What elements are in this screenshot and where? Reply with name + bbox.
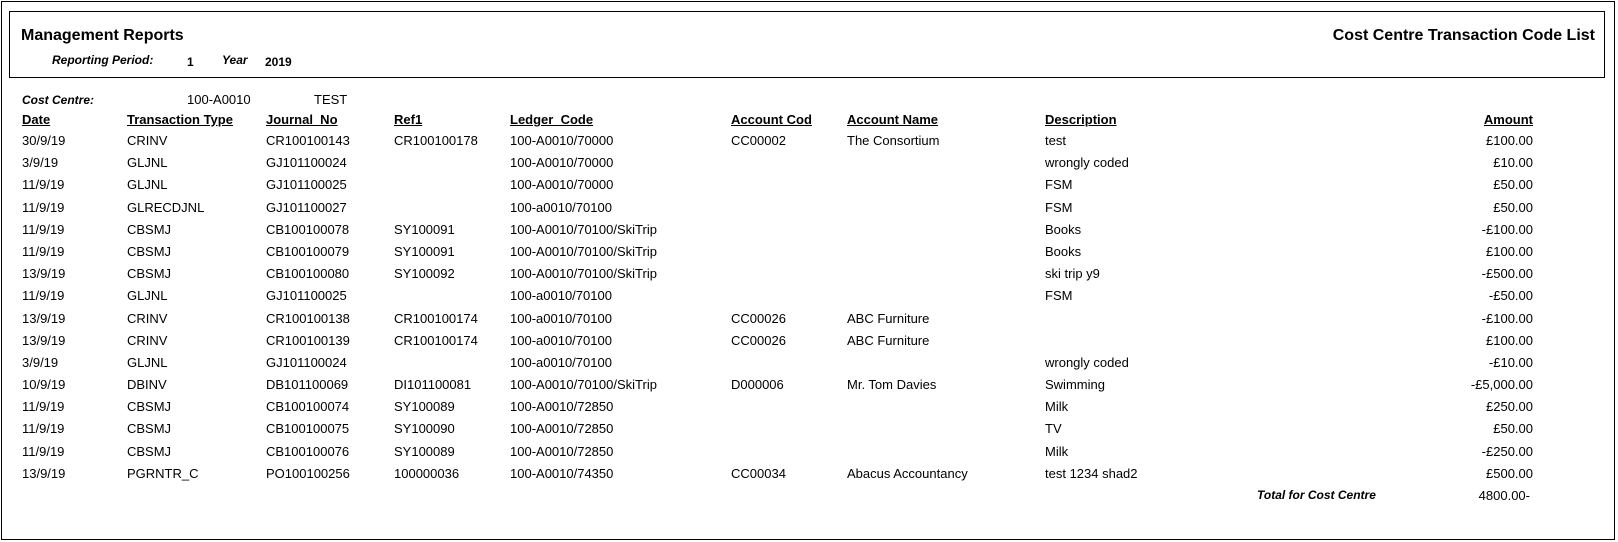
cell-date: 11/9/19 — [22, 177, 65, 193]
cell-ref1: CR100100178 — [394, 133, 478, 148]
column-header-amount: Amount — [1483, 112, 1533, 127]
table-row — [0, 419, 1618, 441]
cell-date: 11/9/19 — [22, 221, 65, 237]
cell-amount: -£5,000.00 — [1470, 377, 1533, 393]
reporting-period-value: 1 — [187, 55, 194, 69]
table-row — [0, 220, 1618, 242]
cell-description: wrongly coded — [1045, 354, 1129, 370]
cell-date: 10/9/19 — [22, 377, 66, 393]
cell-account-code: CC00034 — [731, 465, 786, 481]
cell-journal-no: GJ101100025 — [266, 177, 347, 193]
cell-transaction-type: GLRECDJNL — [127, 199, 205, 215]
cell-ledger-code: 100-A0010/70100/SkiTrip — [510, 243, 657, 259]
cell-ledger-code: 100-a0010/70100 — [510, 288, 612, 304]
cell-date: 11/9/19 — [22, 243, 65, 259]
cell-amount: £100.00 — [1486, 332, 1533, 348]
cell-description: FSM — [1045, 288, 1073, 304]
cell-journal-no: CB100100074 — [266, 399, 350, 415]
cell-journal-no: CB100100079 — [266, 243, 350, 259]
cell-ledger-code: 100-A0010/74350 — [510, 465, 614, 481]
table-row — [0, 131, 1618, 153]
cost-centre-code: 100-A0010 — [187, 92, 251, 107]
total-label: Total for Cost Centre — [1257, 488, 1376, 502]
cell-amount: -£50.00 — [1488, 288, 1533, 304]
cell-amount: -£100.00 — [1481, 310, 1533, 326]
table-row — [0, 264, 1618, 286]
cell-amount: £50.00 — [1493, 177, 1533, 193]
year-value: 2019 — [265, 55, 292, 69]
cell-ledger-code: 100-A0010/70000 — [510, 133, 614, 148]
cell-transaction-type: CRINV — [127, 133, 168, 148]
cell-date: 30/9/19 — [22, 133, 66, 148]
cell-transaction-type: CRINV — [127, 332, 168, 348]
table-row — [0, 353, 1618, 375]
cell-ledger-code: 100-A0010/70100/SkiTrip — [510, 221, 657, 237]
cell-account-code: CC00002 — [731, 133, 786, 148]
cell-ref1: SY100089 — [394, 443, 455, 459]
cell-ref1: SY100091 — [394, 243, 455, 259]
cell-ledger-code: 100-A0010/70100/SkiTrip — [510, 266, 657, 282]
cell-amount: £500.00 — [1486, 465, 1533, 481]
cell-date: 13/9/19 — [22, 332, 66, 348]
total-value: 4800.00- — [1478, 488, 1530, 503]
cell-account-code: CC00026 — [731, 310, 786, 326]
cell-description: test — [1045, 133, 1066, 148]
cell-journal-no: GJ101100024 — [266, 155, 347, 171]
cell-date: 11/9/19 — [22, 443, 65, 459]
cell-ref1: SY100089 — [394, 399, 455, 415]
cell-amount: £250.00 — [1486, 399, 1533, 415]
cell-date: 13/9/19 — [22, 465, 66, 481]
cell-description: ski trip y9 — [1045, 266, 1100, 282]
cell-ref1: CR100100174 — [394, 332, 478, 348]
cell-ref1: SY100091 — [394, 221, 455, 237]
cell-amount: -£100.00 — [1481, 221, 1533, 237]
reporting-period-label: Reporting Period: — [52, 53, 154, 67]
cell-date: 3/9/19 — [22, 155, 59, 171]
cell-amount: -£250.00 — [1481, 443, 1533, 459]
report-title: Management Reports — [21, 27, 184, 44]
cost-centre-label: Cost Centre: — [22, 93, 95, 107]
cell-transaction-type: DBINV — [127, 377, 167, 393]
cell-account-name: The Consortium — [847, 133, 940, 148]
column-header-date: Date — [22, 112, 51, 127]
cell-journal-no: CR100100139 — [266, 332, 350, 348]
table-row — [0, 397, 1618, 419]
report-header — [9, 11, 1605, 78]
table-row — [0, 375, 1618, 397]
cell-transaction-type: CBSMJ — [127, 221, 172, 237]
cell-amount: £50.00 — [1493, 199, 1533, 215]
cell-transaction-type: CRINV — [127, 310, 168, 326]
cell-date: 11/9/19 — [22, 421, 65, 437]
cell-ledger-code: 100-A0010/72850 — [510, 443, 614, 459]
cell-ref1: CR100100174 — [394, 310, 478, 326]
cell-ledger-code: 100-A0010/72850 — [510, 421, 614, 437]
column-header-account-code: Account Cod — [731, 112, 812, 127]
cell-journal-no: CB100100076 — [266, 443, 350, 459]
cell-description: FSM — [1045, 177, 1073, 193]
cell-transaction-type: CBSMJ — [127, 443, 172, 459]
cell-amount: -£10.00 — [1488, 354, 1533, 370]
cell-transaction-type: GLJNL — [127, 354, 168, 370]
cell-transaction-type: GLJNL — [127, 288, 168, 304]
cell-amount: £50.00 — [1493, 421, 1533, 437]
cell-journal-no: GJ101100025 — [266, 288, 347, 304]
cell-description: Milk — [1045, 399, 1069, 415]
column-header-journal-no: Journal_No — [266, 112, 338, 127]
cell-transaction-type: PGRNTR_C — [127, 465, 199, 481]
cell-journal-no: CR100100138 — [266, 310, 350, 326]
cell-account-name: ABC Furniture — [847, 332, 930, 348]
year-label: Year — [222, 53, 248, 67]
cell-description: Books — [1045, 243, 1082, 259]
cell-ledger-code: 100-a0010/70100 — [510, 332, 612, 348]
cell-account-code: CC00026 — [731, 332, 786, 348]
cell-amount: £100.00 — [1486, 243, 1533, 259]
cell-account-name: Mr. Tom Davies — [847, 377, 937, 393]
cell-amount: -£500.00 — [1481, 266, 1533, 282]
cell-journal-no: DB101100069 — [266, 377, 349, 393]
cell-date: 13/9/19 — [22, 266, 66, 282]
cell-ledger-code: 100-a0010/70100 — [510, 354, 612, 370]
cell-ref1: SY100090 — [394, 421, 455, 437]
report-subtitle: Cost Centre Transaction Code List — [1332, 27, 1595, 44]
column-header-description: Description — [1045, 112, 1117, 127]
cell-transaction-type: CBSMJ — [127, 399, 172, 415]
cell-date: 11/9/19 — [22, 288, 65, 304]
cell-amount: £10.00 — [1493, 155, 1533, 171]
cell-transaction-type: GLJNL — [127, 155, 168, 171]
cell-ref1: DI101100081 — [394, 377, 472, 393]
cell-ledger-code: 100-A0010/70000 — [510, 177, 614, 193]
cell-ledger-code: 100-a0010/70100 — [510, 199, 612, 215]
cell-ref1: 100000036 — [394, 465, 460, 481]
column-header-account-name: Account Name — [847, 112, 939, 127]
cell-transaction-type: CBSMJ — [127, 243, 172, 259]
cell-description: Milk — [1045, 443, 1069, 459]
cell-date: 11/9/19 — [22, 399, 65, 415]
cell-ledger-code: 100-a0010/70100 — [510, 310, 612, 326]
cell-journal-no: CB100100075 — [266, 421, 350, 437]
cell-journal-no: GJ101100024 — [266, 354, 347, 370]
cell-account-code: D000006 — [731, 377, 784, 393]
table-row — [0, 331, 1618, 353]
column-header-ledger-code: Ledger_Code — [510, 112, 594, 127]
table-row — [0, 442, 1618, 464]
cell-description: FSM — [1045, 199, 1073, 215]
cell-description: TV — [1045, 421, 1062, 437]
cell-account-name: ABC Furniture — [847, 310, 930, 326]
table-row — [0, 242, 1618, 264]
cell-journal-no: GJ101100027 — [266, 199, 347, 215]
cell-journal-no: CB100100078 — [266, 221, 350, 237]
cell-transaction-type: CBSMJ — [127, 266, 172, 282]
cell-date: 3/9/19 — [22, 354, 59, 370]
cell-description: Swimming — [1045, 377, 1105, 393]
cell-ledger-code: 100-A0010/70100/SkiTrip — [510, 377, 657, 393]
cell-journal-no: CR100100143 — [266, 133, 350, 148]
table-row — [0, 464, 1618, 486]
cell-date: 11/9/19 — [22, 199, 65, 215]
cell-date: 13/9/19 — [22, 310, 66, 326]
cell-transaction-type: CBSMJ — [127, 421, 172, 437]
cell-journal-no: PO100100256 — [266, 465, 350, 481]
cell-amount: £100.00 — [1486, 133, 1533, 148]
column-header-ref1: Ref1 — [394, 112, 423, 127]
cell-transaction-type: GLJNL — [127, 177, 168, 193]
table-row — [0, 153, 1618, 175]
table-row — [0, 309, 1618, 331]
table-row — [0, 286, 1618, 308]
table-row — [0, 175, 1618, 197]
transaction-table — [0, 131, 1618, 486]
cell-journal-no: CB100100080 — [266, 266, 350, 282]
cell-ref1: SY100092 — [394, 266, 455, 282]
cell-description: wrongly coded — [1045, 155, 1129, 171]
cell-description: test 1234 shad2 — [1045, 465, 1138, 481]
cost-centre-name: TEST — [314, 92, 348, 107]
cell-account-name: Abacus Accountancy — [847, 465, 968, 481]
cell-ledger-code: 100-A0010/72850 — [510, 399, 614, 415]
column-header-transaction-type: Transaction Type — [127, 112, 233, 127]
table-row — [0, 198, 1618, 220]
cell-ledger-code: 100-A0010/70000 — [510, 155, 614, 171]
cell-description: Books — [1045, 221, 1082, 237]
